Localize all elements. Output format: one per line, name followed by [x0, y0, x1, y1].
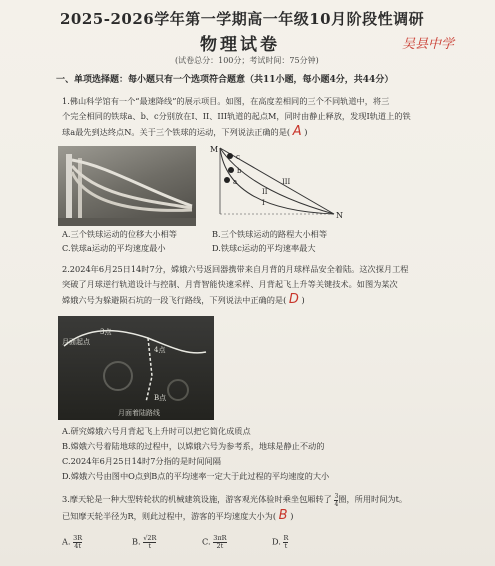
question-2-line: 2.2024年6月25日14时7分，嫦娥六号返回器携带来自月背的月球样品安全着陆。这次探月工程 — [62, 264, 409, 274]
brachistochrone-diagram — [208, 140, 348, 226]
exam-title: 2025-2026学年第一学期高一年级10月阶段性调研 — [60, 10, 425, 28]
question-1-line: 球a最先到达终点N。关于三个铁球的运动，下列说法正确的是( A ) — [62, 124, 308, 139]
label-i: I — [262, 199, 265, 207]
handwritten-answer-mark: B — [278, 507, 288, 523]
question-3-option-c: C. $\frac{3\pi R}{2t}$ — [202, 534, 227, 550]
question-3-line: 已知摩天轮半径为R，则此过程中，游客的平均速度大小为( B ) — [62, 507, 294, 523]
handwritten-answer-mark: D — [288, 292, 299, 307]
question-3-text — [62, 492, 407, 524]
roller-track-photo — [58, 146, 196, 226]
question-1-option-a: A.三个铁球运动的位移大小相等 — [62, 229, 177, 239]
question-2-line: 突破了月球逆行轨道设计与控制、月背智能快速采样、月背起飞上升等关键技术。如图为某次 — [62, 279, 398, 289]
label-b: b — [237, 167, 242, 175]
question-2-option-a: A.研究嫦娥六号月背起飞上升时可以把它简化成质点 — [62, 426, 251, 436]
label-m: M — [210, 145, 219, 154]
question-2-option-c: C.2024年6月25日14时7分指的是时间间隔 — [62, 456, 221, 466]
photo-label-start: 月面起点 — [62, 338, 90, 346]
question-2-option-b: B.嫦娥六号着陆地球的过程中，以嫦娥六号为参考系，地球是静止不动的 — [62, 441, 325, 451]
photo-label-b: B点 — [154, 394, 167, 402]
question-3-line: 3.摩天轮是一种大型转轮状的机械建筑设施，游客观光体验时乘坐包厢转了 $\frac{3}{4}$ 圈，所用时间为t。 — [62, 492, 408, 508]
exam-subtitle: 物理试卷 — [200, 35, 280, 55]
question-1-text — [62, 94, 411, 140]
photo-label-4: 4点 — [154, 346, 166, 354]
photo-caption: 月面着陆路线 — [118, 409, 160, 417]
question-1-option-c: C.铁球a运动的平均速度最小 — [62, 243, 166, 253]
photo-label-3: 3点 — [100, 328, 112, 336]
label-iii: III — [282, 178, 291, 186]
question-1-line: 1.佛山科学馆有一个“最速降线”的展示项目。如图，在高度差相同的三个不同轨道中，将三 — [62, 96, 390, 106]
question-2-text — [62, 262, 408, 308]
question-3-option-a: A. $\frac{3R}{4t}$ — [62, 534, 83, 550]
label-a: a — [233, 178, 238, 186]
question-3-option-d: D. $\frac{R}{t}$ — [272, 534, 289, 550]
exam-info: (试卷总分：100分；考试时间：75分钟) — [175, 56, 319, 65]
handwritten-school-name: 吴县中学 — [402, 37, 455, 52]
question-3-option-b: B. $\frac{√2R}{t}$ — [132, 534, 157, 550]
question-2-line: 嫦娥六号为躲避陨石坑的一段飞行路线，下列说法中正确的是( D ) — [62, 292, 305, 307]
question-1-line: 个完全相同的铁球a、b、c分别放在I、II、III轨道的起点M，同时由静止释放，发现I轨道上的铁 — [62, 111, 411, 121]
label-c: c — [236, 153, 240, 161]
label-ii: II — [262, 188, 268, 196]
label-n: N — [336, 211, 343, 220]
lunar-landing-photo — [58, 316, 214, 420]
handwritten-answer-mark: A — [292, 124, 302, 139]
question-1-option-d: D.铁球c运动的平均速率最大 — [212, 243, 316, 253]
fraction-three-quarters: $\frac{3}{4}$ — [334, 492, 339, 508]
question-2-option-d: D.嫦娥六号由图中O点到B点的平均速率一定大于此过程的平均速度的大小 — [62, 471, 330, 481]
question-1-option-b: B.三个铁球运动的路程大小相等 — [212, 229, 328, 239]
section-heading: 一、单项选择题：每小题只有一个选项符合题意（共11小题，每小题4分，共44分） — [56, 75, 394, 85]
